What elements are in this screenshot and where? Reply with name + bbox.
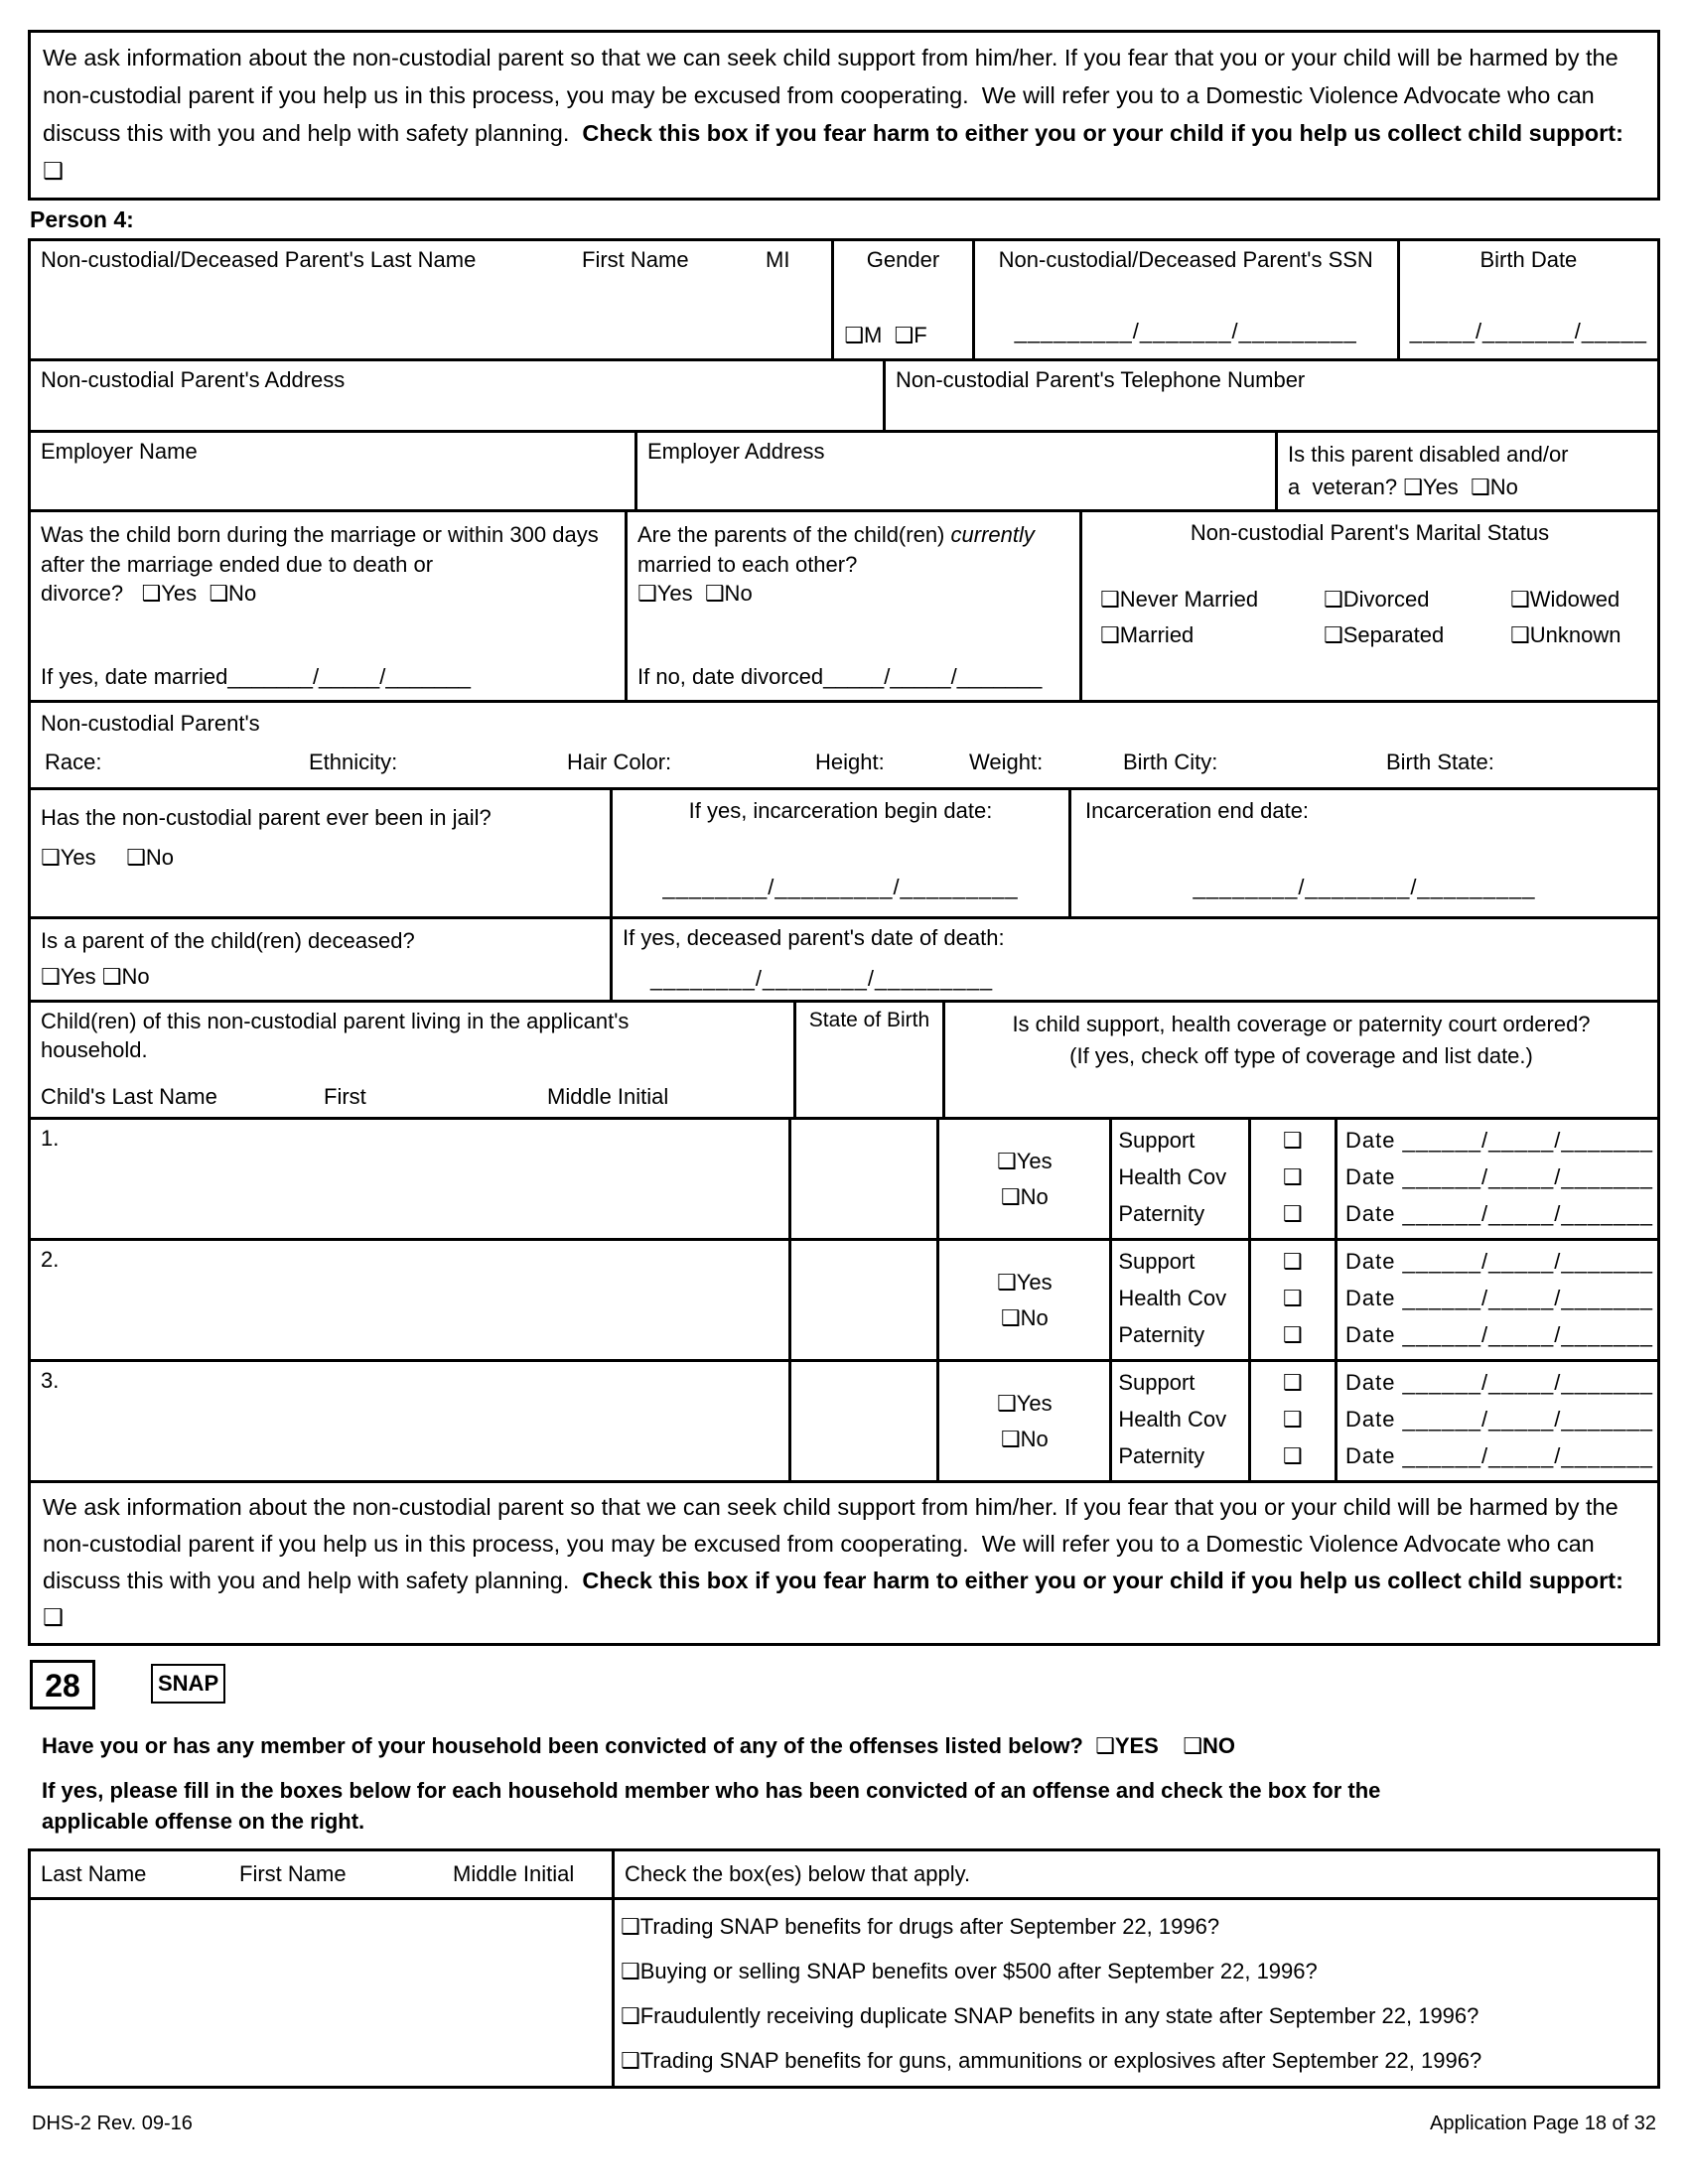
parent-description-field [31, 703, 1657, 787]
snap-offense-list [612, 1900, 1657, 2086]
parent-address-label: Non-custodial Parent's Address [41, 367, 346, 392]
child-3-coverage-types [1109, 1362, 1247, 1480]
child-3-support-checkbox[interactable]: ❑ [1282, 1370, 1303, 1395]
birth-state-label[interactable]: Birth State: [1386, 750, 1494, 775]
court-ordered-question: Is child support, health coverage or paternity court ordered? [1012, 1012, 1591, 1036]
row-jail [31, 787, 1657, 916]
section-number: 28 [30, 1660, 95, 1709]
snap-check-boxes-header: Check the box(es) below that apply. [612, 1851, 1657, 1897]
date-divorced-blank[interactable]: If no, date divorced_____/_____/_______ [637, 664, 1043, 690]
snap-first-name-label: First Name [239, 1861, 347, 1886]
ssn-label: Non-custodial/Deceased Parent's SSN [998, 247, 1373, 272]
child-1-yes-checkbox[interactable]: ❑Yes [997, 1148, 1053, 1173]
child-3-support-date-blank[interactable]: Date ______/_____/_______ [1344, 1370, 1654, 1395]
date-of-death-label: If yes, deceased parent's date of death: [623, 925, 1005, 950]
employer-address-field[interactable] [634, 433, 1275, 509]
disabled-veteran-checkboxes[interactable]: a veteran? ❑Yes ❑No [1288, 475, 1518, 499]
parent-phone-label: Non-custodial Parent's Telephone Number [896, 367, 1306, 392]
child-3-health-date-blank[interactable]: Date ______/_____/_______ [1344, 1407, 1654, 1432]
row-marriage-status [31, 509, 1657, 700]
child-3-court-ordered-field [936, 1362, 1109, 1480]
child-3-state-field[interactable] [788, 1362, 936, 1480]
child-2-number: 2. [41, 1247, 60, 1272]
dv-notice-text-repeat: We ask information about the non-custodial parent so that we can seek child support from him/her. If you fear that you or your child will be harmed by the non-custodial parent if you help us in this process, you may be excused from cooperating. We will refer you to a Domestic Violence Advocate who can discuss this with you and help with safety planning. [43, 1494, 1618, 1593]
gender-checkboxes[interactable]: ❑M ❑F [844, 323, 927, 348]
marital-status-title: Non-custodial Parent's Marital Status [1190, 520, 1550, 545]
section-28 [28, 1660, 1660, 1711]
row-employer [31, 430, 1657, 509]
child-row-1 [31, 1117, 1657, 1238]
dv-notice-box [28, 30, 1660, 201]
unknown-checkbox[interactable]: ❑Unknown [1510, 621, 1621, 647]
dv-notice-text: We ask information about the non-custodial parent so that we can seek child support from him/her. If you fear that you or your child will be harmed by the non-custodial parent if you help us in this process, you may be excused from cooperating. We will refer you to a Domestic Violence Advocate who can discuss this with you and help with safety planning. [43, 45, 1618, 146]
snap-convicted-question[interactable]: Have you or has any member of your household been convicted of any of the offenses listed below? ❑YES ❑NO [42, 1733, 1236, 1758]
child-1-coverage-checkboxes [1248, 1120, 1335, 1238]
row-name-gender-ssn-birth [31, 241, 1657, 358]
children-header-line1: Child(ren) of this non-custodial parent living in the applicant's [41, 1009, 630, 1033]
child-2-coverage-checkboxes [1248, 1241, 1335, 1359]
court-ordered-header [942, 1003, 1657, 1117]
child-3-paternity-date-blank[interactable]: Date ______/_____/_______ [1344, 1443, 1654, 1468]
birth-city-label[interactable]: Birth City: [1123, 750, 1218, 775]
state-of-birth-header: State of Birth [793, 1003, 942, 1117]
child-1-support-checkbox[interactable]: ❑ [1282, 1128, 1303, 1153]
child-2-paternity-checkbox[interactable]: ❑ [1282, 1322, 1303, 1347]
child-2-health-date-blank[interactable]: Date ______/_____/_______ [1344, 1286, 1654, 1310]
child-row-3 [31, 1359, 1657, 1480]
snap-member-name-header [31, 1851, 612, 1897]
child-3-number: 3. [41, 1368, 60, 1393]
jail-question: Has the non-custodial parent ever been in jail? [41, 805, 492, 830]
separated-checkbox[interactable]: ❑Separated [1324, 621, 1445, 647]
paternity-label: Paternity [1118, 1443, 1205, 1468]
marital-status-options-row2 [1092, 617, 1647, 653]
parent-address-field[interactable] [31, 361, 883, 430]
child-row-2 [31, 1238, 1657, 1359]
widowed-checkbox[interactable]: ❑Widowed [1510, 586, 1620, 612]
child-3-name-field[interactable] [31, 1362, 788, 1480]
snap-table-body [31, 1897, 1657, 2086]
offense-buying-selling-checkbox[interactable]: ❑Buying or selling SNAP benefits over $500 after September 22, 1996? [621, 1959, 1318, 1983]
ethnicity-label[interactable]: Ethnicity: [309, 750, 398, 775]
child-3-dates [1335, 1362, 1657, 1480]
incarceration-begin-blank[interactable]: ________/_________/_________ [662, 875, 1019, 900]
parent-phone-field[interactable] [883, 361, 1657, 430]
child-2-dates [1335, 1241, 1657, 1359]
paternity-label: Paternity [1118, 1201, 1205, 1226]
child-2-support-checkbox[interactable]: ❑ [1282, 1249, 1303, 1274]
description-title: Non-custodial Parent's [41, 711, 260, 736]
currently-married-question [637, 520, 1069, 579]
page-footer [28, 2111, 1660, 2137]
child-3-yes-checkbox[interactable]: ❑Yes [997, 1390, 1053, 1416]
dv-notice-repeat-row [31, 1480, 1657, 1643]
child-1-support-date-blank[interactable]: Date ______/_____/_______ [1344, 1128, 1654, 1153]
born-during-marriage-question[interactable]: Was the child born during the marriage or within 300 days after the marriage ended due to death or divorce? ❑Yes ❑No [41, 522, 599, 607]
snap-section-tag: SNAP [151, 1664, 225, 1704]
child-1-health-cov-checkbox[interactable]: ❑ [1282, 1164, 1303, 1189]
offense-trading-drugs-checkbox[interactable]: ❑Trading SNAP benefits for drugs after September 22, 1996? [621, 1914, 1220, 1939]
page-number: Application Page 18 of 32 [1430, 2113, 1656, 2134]
child-2-paternity-date-blank[interactable]: Date ______/_____/_______ [1344, 1322, 1654, 1347]
child-1-number: 1. [41, 1126, 60, 1151]
form-revision: DHS-2 Rev. 09-16 [32, 2113, 193, 2134]
dv-fear-harm-checkbox-statement[interactable]: Check this box if you fear harm to either you or your child if you help us collect child support: ❑ [43, 120, 1623, 184]
marital-status-field [1079, 512, 1657, 700]
currently-married-post: married to each other? [637, 551, 858, 577]
snap-instruction: If yes, please fill in the boxes below for each household member who has been convicted of an offense and check the box for the applicable offense on the right. [42, 1778, 1381, 1834]
child-middle-initial-label: Middle Initial [547, 1084, 669, 1109]
ssn-field [972, 241, 1397, 358]
support-label: Support [1118, 1370, 1196, 1395]
date-of-death-blank[interactable]: ________/________/_________ [650, 966, 994, 992]
row-description [31, 700, 1657, 787]
never-married-checkbox[interactable]: ❑Never Married [1100, 586, 1259, 612]
child-first-label: First [324, 1084, 366, 1109]
jail-yes-no-checkboxes[interactable]: ❑Yes ❑No [41, 845, 175, 870]
snap-middle-initial-label: Middle Initial [453, 1861, 575, 1886]
health-cov-label: Health Cov [1118, 1164, 1227, 1189]
children-header-line2: household. [41, 1037, 148, 1062]
deceased-question: Is a parent of the child(ren) deceased? [41, 928, 415, 953]
currently-married-checkboxes[interactable]: ❑Yes ❑No [637, 581, 753, 607]
height-label[interactable]: Height: [815, 750, 885, 775]
birth-date-label: Birth Date [1479, 247, 1578, 272]
married-checkbox[interactable]: ❑Married [1100, 621, 1195, 647]
child-2-coverage-types [1109, 1241, 1247, 1359]
incarceration-end-blank[interactable]: ________/________/_________ [1193, 875, 1536, 900]
disabled-veteran-field [1275, 433, 1657, 509]
child-2-state-field[interactable] [788, 1241, 936, 1359]
date-of-death-field [610, 919, 1657, 1000]
divorced-checkbox[interactable]: ❑Divorced [1324, 586, 1430, 612]
child-1-no-checkbox[interactable]: ❑No [1000, 1183, 1049, 1209]
employer-name-label: Employer Name [41, 439, 198, 464]
born-during-marriage-field [31, 512, 625, 700]
child-1-name-field[interactable] [31, 1120, 788, 1238]
offense-trading-guns-checkbox[interactable]: ❑Trading SNAP benefits for guns, ammunitions or explosives after September 22, 1996? [621, 2048, 1482, 2073]
paternity-label: Paternity [1118, 1322, 1205, 1347]
health-cov-label: Health Cov [1118, 1286, 1227, 1310]
child-3-paternity-checkbox[interactable]: ❑ [1282, 1443, 1303, 1468]
child-3-coverage-checkboxes [1248, 1362, 1335, 1480]
incarceration-begin-field [610, 790, 1068, 916]
disabled-question-line1: Is this parent disabled and/or [1288, 442, 1569, 467]
snap-member-name-field[interactable] [31, 1900, 612, 2086]
snap-offenses-table [28, 1848, 1660, 2089]
employer-name-field[interactable] [31, 433, 634, 509]
jail-question-field [31, 790, 610, 916]
deceased-question-field [31, 919, 610, 1000]
child-last-name-label: Child's Last Name [41, 1084, 217, 1109]
child-1-court-ordered-field [936, 1120, 1109, 1238]
marital-status-options-row1 [1092, 582, 1647, 617]
row-deceased [31, 916, 1657, 1000]
children-name-columns [41, 1082, 783, 1113]
child-2-name-field[interactable] [31, 1241, 788, 1359]
ssn-blank[interactable]: _________/_______/_________ [1014, 319, 1357, 344]
birth-date-field [1397, 241, 1657, 358]
deceased-yes-no-checkboxes[interactable]: ❑Yes ❑No [41, 964, 150, 989]
gender-label: Gender [866, 247, 940, 272]
court-ordered-instruction: (If yes, check off type of coverage and list date.) [1069, 1043, 1533, 1068]
employer-address-label: Employer Address [647, 439, 825, 464]
parent-name-field[interactable] [31, 241, 831, 358]
child-2-yes-checkbox[interactable]: ❑Yes [997, 1269, 1053, 1295]
child-3-no-checkbox[interactable]: ❑No [1000, 1426, 1049, 1451]
child-1-coverage-types [1109, 1120, 1247, 1238]
child-2-court-ordered-field [936, 1241, 1109, 1359]
currently-married-pre: Are the parents of the child(ren) [637, 522, 945, 547]
child-1-dates [1335, 1120, 1657, 1238]
child-1-state-field[interactable] [788, 1120, 936, 1238]
currently-married-field [625, 512, 1079, 700]
hair-color-label[interactable]: Hair Color: [567, 750, 672, 775]
last-name-label: Non-custodial/Deceased Parent's Last Name [41, 247, 477, 272]
dv-notice-repeat [31, 1483, 1657, 1643]
date-married-blank[interactable]: If yes, date married_______/_____/_______ [41, 664, 471, 690]
noncustodial-parent-table [28, 238, 1660, 1646]
incarceration-begin-label: If yes, incarceration begin date: [688, 798, 993, 823]
child-2-support-date-blank[interactable]: Date ______/_____/_______ [1344, 1249, 1654, 1274]
child-1-paternity-date-blank[interactable]: Date ______/_____/_______ [1344, 1201, 1654, 1226]
support-label: Support [1118, 1249, 1196, 1274]
children-table-header [31, 1000, 1657, 1117]
child-3-health-cov-checkbox[interactable]: ❑ [1282, 1407, 1303, 1432]
snap-table-header [31, 1851, 1657, 1897]
incarceration-end-label: Incarceration end date: [1085, 798, 1310, 823]
person-4-heading: Person 4: [30, 206, 134, 232]
support-label: Support [1118, 1128, 1196, 1153]
weight-label[interactable]: Weight: [969, 750, 1044, 775]
race-label[interactable]: Race: [45, 750, 102, 775]
child-2-no-checkbox[interactable]: ❑No [1000, 1304, 1049, 1330]
dv-fear-harm-checkbox-statement-repeat[interactable]: Check this box if you fear harm to either you or your child if you help us collect child support: ❑ [43, 1568, 1623, 1630]
mi-label: MI [766, 247, 790, 272]
offense-duplicate-benefits-checkbox[interactable]: ❑Fraudulently receiving duplicate SNAP benefits in any state after September 22, 1996? [621, 2003, 1479, 2028]
snap-last-name-label: Last Name [41, 1861, 147, 1886]
row-address-phone [31, 358, 1657, 430]
gender-field [831, 241, 971, 358]
incarceration-end-field [1068, 790, 1657, 916]
child-1-health-date-blank[interactable]: Date ______/_____/_______ [1344, 1164, 1654, 1189]
child-1-paternity-checkbox[interactable]: ❑ [1282, 1201, 1303, 1226]
children-name-header [31, 1003, 793, 1117]
child-2-health-cov-checkbox[interactable]: ❑ [1282, 1286, 1303, 1310]
first-name-label: First Name [582, 247, 689, 272]
birth-date-blank[interactable]: _____/_______/_____ [1409, 319, 1647, 344]
health-cov-label: Health Cov [1118, 1407, 1227, 1432]
currently-married-italic: currently [950, 522, 1035, 547]
